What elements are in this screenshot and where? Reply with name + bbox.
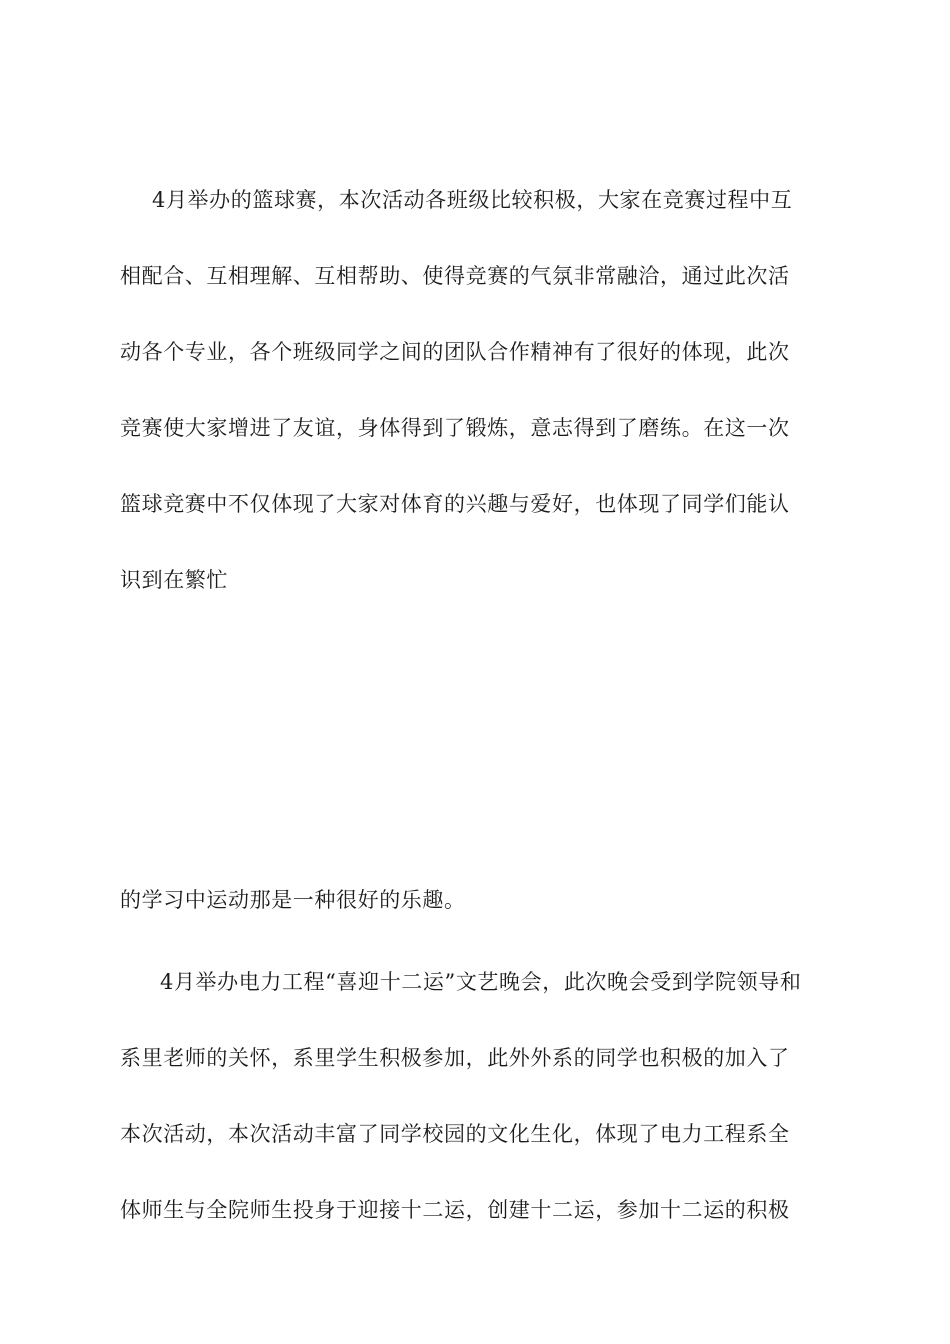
paragraph-2-line-4: 体师生与全院师生投身于迎接十二运，创建十二运，参加十二运的积极 bbox=[120, 1198, 790, 1222]
paragraph-2-line-1: 4月举办电力工程“喜迎十二运”文艺晚会，此次晚会受到学院领导和 bbox=[160, 970, 802, 994]
paragraph-1-continued-line-1: 的学习中运动那是一种很好的乐趣。 bbox=[120, 888, 466, 912]
paragraph-1-line-1: 4月举办的篮球赛，本次活动各班级比较积极，大家在竞赛过程中互 bbox=[152, 188, 793, 212]
paragraph-2-line-2: 系里老师的关怀，系里学生积极参加，此外外系的同学也积极的加入了 bbox=[120, 1046, 790, 1070]
paragraph-1-line-5: 篮球竞赛中不仅体现了大家对体育的兴趣与爱好，也体现了同学们能认 bbox=[120, 492, 790, 516]
paragraph-1-line-2: 相配合、互相理解、互相帮助、使得竞赛的气氛非常融洽，通过此次活 bbox=[120, 264, 790, 288]
paragraph-1-line-6: 识到在繁忙 bbox=[120, 568, 228, 592]
paragraph-2-line-3: 本次活动，本次活动丰富了同学校园的文化生化，体现了电力工程系全 bbox=[120, 1122, 790, 1146]
paragraph-1-line-4: 竞赛使大家增进了友谊，身体得到了锻炼，意志得到了磨练。在这一次 bbox=[120, 416, 790, 440]
paragraph-1-line-3: 动各个专业，各个班级同学之间的团队合作精神有了很好的体现，此次 bbox=[120, 340, 790, 364]
